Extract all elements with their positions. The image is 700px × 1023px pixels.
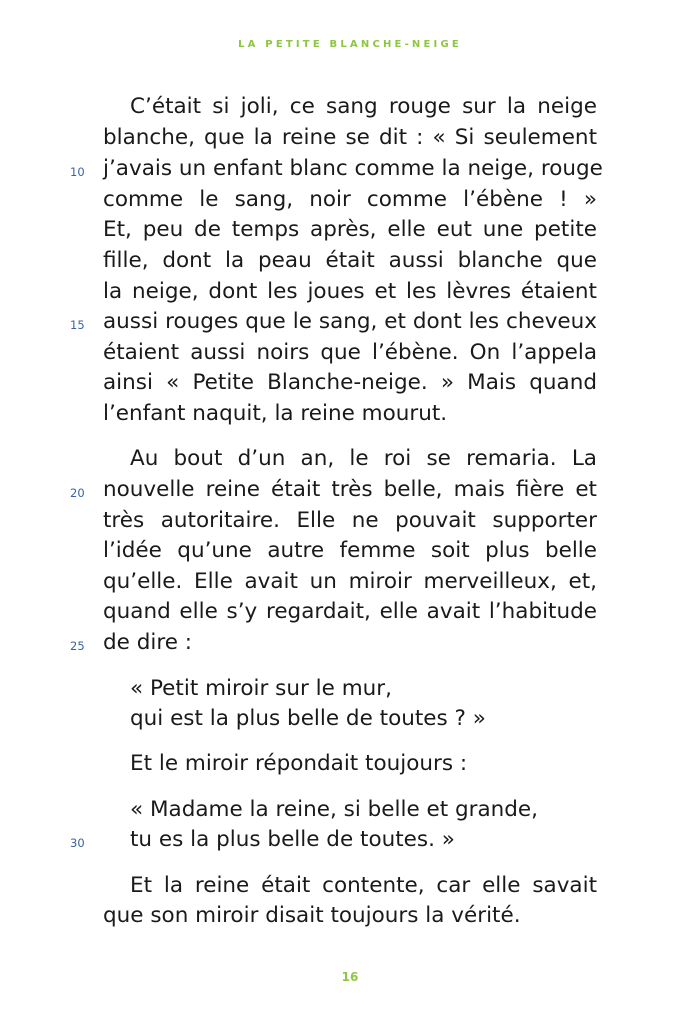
text-line: Au bout d’un an, le roi se remaria. La [130, 446, 597, 471]
verse-line: « Petit miroir sur le mur, [130, 676, 392, 701]
text-line: de dire : [103, 630, 193, 655]
text-line: l’idée qu’une autre femme soit plus belle [103, 538, 597, 563]
line-number: 10 [70, 165, 85, 179]
verse-line: « Madame la reine, si belle et grande, [130, 797, 538, 822]
text-line: quand elle s’y regardait, elle avait l’habitude [103, 599, 597, 624]
verse-line: qui est la plus belle de toutes ? » [130, 706, 486, 731]
text-line: très autoritaire. Elle ne pouvait supporter [103, 508, 597, 533]
text-line: aussi rouges que le sang, et dont les cheveux [103, 309, 597, 334]
text-line: que son miroir disait toujours la vérité. [103, 903, 521, 928]
text-line: l’enfant naquit, la reine mourut. [103, 401, 448, 426]
verse-line: tu es la plus belle de toutes. » [130, 827, 455, 852]
text-line: étaient aussi noirs que l’ébène. On l’appela [103, 340, 597, 365]
line-number: 30 [70, 836, 85, 850]
text-line: la neige, dont les joues et les lèvres étaient [103, 279, 597, 304]
text-line: Et la reine était contente, car elle savait [130, 873, 597, 898]
text-line: blanche, que la reine se dit : « Si seulement [103, 125, 597, 150]
text-line: ainsi « Petite Blanche-neige. » Mais quand [103, 370, 597, 395]
text-line: Et le miroir répondait toujours : [130, 751, 468, 776]
running-head: LA PETITE BLANCHE-NEIGE [238, 39, 462, 50]
line-number: 15 [70, 318, 85, 332]
line-number: 20 [70, 486, 85, 500]
page-number: 16 [341, 970, 359, 984]
text-line: qu’elle. Elle avait un miroir merveilleux, et, [103, 569, 597, 594]
text-line: j’avais un enfant blanc comme la neige, rouge [103, 156, 603, 181]
text-line: comme le sang, noir comme l’ébène ! » [103, 187, 597, 212]
text-line: nouvelle reine était très belle, mais fière et [103, 477, 597, 502]
text-line: C’était si joli, ce sang rouge sur la neige [130, 94, 597, 119]
text-line: Et, peu de temps après, elle eut une petite [103, 217, 597, 242]
line-number: 25 [70, 639, 85, 653]
text-line: fille, dont la peau était aussi blanche que [103, 248, 597, 273]
